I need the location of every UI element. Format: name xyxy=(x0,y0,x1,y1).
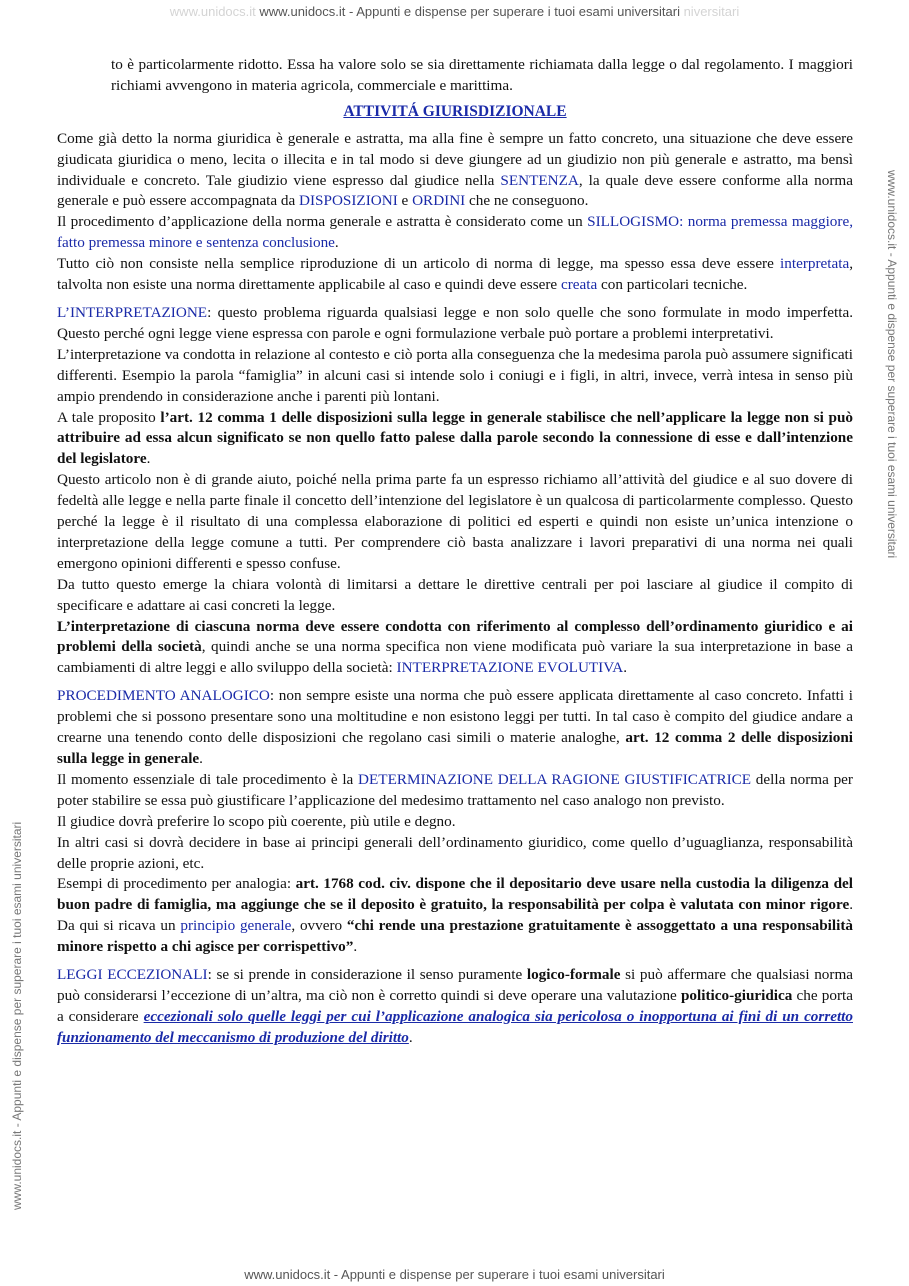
text: , quindi anche se una norma specifica non viene modificata può variare la sua interpretazione in base a cambiamenti di altre leggi e allo sviluppo della società: xyxy=(57,638,853,677)
text: , talvolta non esiste una norma direttamente applicabile al caso e quindi deve essere xyxy=(57,255,853,294)
text: A tale proposito xyxy=(57,408,161,426)
bold-logico-formale: logico-formale xyxy=(526,966,621,984)
bold-interpretazione: L’interpretazione di ciascuna norma deve essere condotta con riferimento al complesso dell’ordinamento giuridico e ai problemi della società xyxy=(57,617,853,656)
watermark-ghost-right: niversitari xyxy=(683,4,740,19)
text: con particolari tecniche. xyxy=(597,276,748,294)
keyword-disposizioni: DISPOSIZIONI xyxy=(299,192,398,210)
text: , la quale deve essere conforme alla norma generale e può essere accompagnata da xyxy=(57,171,853,210)
keyword-ragione-giustificatrice: DETERMINAZIONE DELLA RAGIONE GIUSTIFICATRICE xyxy=(358,770,752,788)
text: : se si prende in considerazione il senso puramente xyxy=(207,966,527,984)
text: . xyxy=(408,1028,413,1046)
paragraph-articolo: Questo articolo non è di grande aiuto, poiché nella prima parte fa un espresso richiamo all’attività del giudice e al suo dovere di fedeltà alle legge e nella parte finale il concetto dell’intenzione del legislatore è un qualcosa di particolarmente complesso. Questo perché la legge è il risultato di una complessa elaborazione di politici ed esperti e quindi non esiste un’unica intenzione o interpretazione della legge comune a tutti. Per comprendere ciò basta analizzare i lavori preparativi di una norma nei quali emergono opinioni differenti e spesso confuse. xyxy=(57,471,853,572)
watermark-header-text: www.unidocs.it - Appunti e dispense per superare i tuoi esami universitari xyxy=(259,4,680,19)
section-title: ATTIVITÁ GIURISDIZIONALE xyxy=(343,102,567,120)
text: . xyxy=(146,450,151,468)
paragraph-principi: In altri casi si dovrà decidere in base ai principi generali dell’ordinamento giuridico, come quello d’uguaglianza, responsabilità delle proprie azioni, etc. xyxy=(57,833,853,872)
keyword-leggi-eccezionali: LEGGI ECCEZIONALI xyxy=(57,966,208,984)
bold-quote: “chi rende una prestazione gratuitamente è assoggettato a una responsabilità minore rispetto a chi agisce per corrispettivo” xyxy=(57,917,853,956)
bold-art12-comma1: l’art. 12 comma 1 delle disposizioni sulla legge in generale stabilisce che nell’applicare la legge non si può attribuire ad essa alcun significato se non quello fatto palese dalla parole secondo la connessione di esse e dall’intenzione del legislatore xyxy=(57,408,853,468)
keyword-interpretazione-evolutiva: INTERPRETAZIONE EVOLUTIVA xyxy=(396,659,624,677)
text: . xyxy=(353,938,358,956)
intro-paragraph: to è particolarmente ridotto. Essa ha valore solo se sia direttamente richiamata dalla legge o dal regolamento. I maggiori richiami avvengono in materia agricola, commerciale e marittima. xyxy=(111,56,853,94)
bold-politico-giuridica: politico-giuridica xyxy=(680,986,793,1004)
keyword-ordini: ORDINI xyxy=(412,192,466,210)
watermark-header xyxy=(0,4,909,19)
keyword-procedimento-analogico: PROCEDIMENTO ANALOGICO xyxy=(57,687,270,705)
text: . xyxy=(334,234,339,252)
watermark-footer xyxy=(0,1267,909,1282)
paragraph-sentenza xyxy=(57,129,853,213)
keyword-principio-generale: principio generale xyxy=(180,917,292,935)
keyword-interpretata: interpretata xyxy=(780,255,850,273)
watermark-footer-text: www.unidocs.it - Appunti e dispense per superare i tuoi esami universitari xyxy=(244,1267,665,1282)
text: e xyxy=(397,192,413,210)
paragraph-esempi xyxy=(57,874,853,958)
text: . Da qui si ricava un xyxy=(57,896,853,935)
paragraph-art12-comma1 xyxy=(57,408,853,471)
paragraph-sillogismo xyxy=(57,212,853,254)
paragraph-scopo: Il giudice dovrà preferire lo scopo più coerente, più utile e degno. xyxy=(57,812,456,830)
keyword-creata: creata xyxy=(560,276,598,294)
paragraph-volonta: Da tutto questo emerge la chiara volontà di limitarsi a dettare le direttive centrali per poi lasciare al giudice il compito di specificare e adattare ai casi concreti la legge. xyxy=(57,575,853,614)
text: Tutto ciò non consiste nella semplice riproduzione di un articolo di norma di legge, ma spesso essa deve essere xyxy=(57,255,781,273)
paragraph-evolutiva xyxy=(57,617,853,680)
paragraph-interpretata xyxy=(57,254,853,296)
text: Il procedimento d’applicazione della norma generale e astratta è considerato come un xyxy=(57,213,588,231)
text: si può affermare che qualsiasi norma può considerarsi l’eccezione di un’altra, ma ciò non è corretto quindi si deve operare una valutazione xyxy=(57,966,854,1004)
text: : questo problema riguarda qualsiasi legge e non solo quelle che sono formulate in modo imperfetta. Questo perché ogni legge viene espressa con parole e ogni formulazione verbale può portare a problemi interpretativi. xyxy=(57,303,853,342)
keyword-sentenza: SENTENZA xyxy=(500,171,579,189)
keyword-sillogismo: SILLOGISMO: norma premessa maggiore, fatto premessa minore e sentenza conclusione xyxy=(57,213,853,252)
text: Esempi di procedimento per analogia: xyxy=(57,875,296,893)
text: . xyxy=(199,750,203,767)
paragraph-procedimento-analogico xyxy=(57,686,853,770)
bold-art1768: art. 1768 cod. civ. dispone che il depositario deve usare nella custodia la diligenza del buon padre di famiglia, ma aggiunge che se il deposito è gratuito, la responsabilità per colpa è valutata con minor rigore xyxy=(57,875,853,914)
watermark-side-right: www.unidocs.it - Appunti e dispense per superare i tuoi esami universitari xyxy=(885,170,899,559)
watermark-side-left: www.unidocs.it - Appunti e dispense per superare i tuoi esami universitari xyxy=(10,821,24,1210)
paragraph-leggi-eccezionali xyxy=(57,965,853,1049)
keyword-interpretazione: L’INTERPRETAZIONE xyxy=(57,303,208,321)
paragraph-ragione-giustificatrice xyxy=(57,770,853,812)
text: . xyxy=(623,659,628,677)
text: , ovvero xyxy=(291,917,347,935)
text: Il momento essenziale di tale procedimento è la xyxy=(57,770,359,788)
text: : non sempre esiste una norma che può essere applicata direttamente al caso concreto. Infatti i problemi che si possono presentare sono una moltitudine e non esistono leggi per tutti. In tal caso è compito del giudice andare a crearne una tenendo conto delle disposizioni che regolano casi simili o materie analoghe, xyxy=(57,687,853,747)
text: che ne conseguono. xyxy=(465,192,589,210)
emphasis-eccezionali: eccezionali solo quelle leggi per cui l’applicazione analogica sia pericolosa o inopportuna ai fini di un corretto funzionamento del meccanismo di produzione del diritto xyxy=(57,1007,853,1046)
watermark-ghost-left: www.unidocs.it xyxy=(169,4,256,19)
bold-art12-comma2: art. 12 comma 2 delle disposizioni sulla legge in generale xyxy=(57,729,853,767)
document-body xyxy=(57,55,853,1049)
text: che porta a considerare xyxy=(57,986,854,1025)
paragraph-interpretazione xyxy=(57,303,853,345)
text: della norma per poter stabilire se essa può giustificare l’applicazione del medesimo trattamento nel caso analogo non previsto. xyxy=(57,770,853,809)
text: Come già detto la norma giuridica è generale e astratta, ma alla fine è sempre un fatto concreto, una situazione che deve essere giudicata giuridica o meno, lecita o illecita e in tal modo si deve giungere ad un giudizio non più generale e astratto, ma bensì individuale e concreto. Tale giudizio viene espresso dal giudice nella xyxy=(57,129,853,189)
paragraph-contesto: L’interpretazione va condotta in relazione al contesto e ciò porta alla conseguenza che la medesima parola può assumere significati differenti. Esempio la parola “famiglia” in alcuni casi si intende solo i coniugi e i figli, in altri, invece, verrà intesa in senso più ampio prendendo in considerazione anche i parenti più lontani. xyxy=(57,345,853,405)
